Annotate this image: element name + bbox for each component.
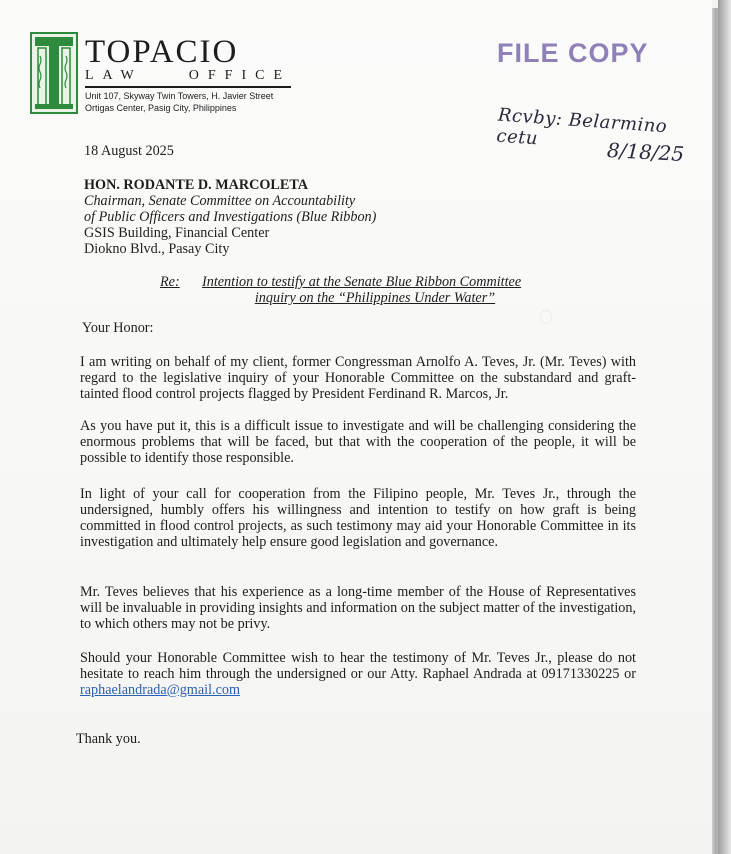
body-paragraph: As you have put it, this is a difficult issue to investigate and will be challenging considering the enormous problems that will be faced, but that with the cooperation of the people, it will be possible to identify those responsible.	[80, 418, 636, 466]
file-copy-stamp: FILE COPY	[497, 38, 649, 68]
body-paragraph: In light of your call for cooperation from the Filipino people, Mr. Teves Jr., through the undersigned, humbly offers his willingness and intention to testify on how graft is being committed in flood control projects, as such testimony may aid your Honorable Committee in its investigation and ultimately help ensure good legislation and governance.	[80, 486, 636, 550]
law-office-logo	[30, 32, 78, 114]
subject-text: inquiry on the “Philippines Under Water”	[254, 290, 496, 306]
addressee-address: Diokno Blvd., Pasay City	[84, 241, 230, 257]
firm-subtitle-word: OFFICE	[188, 68, 291, 83]
subject-line	[160, 274, 580, 306]
addressee-name: HON. RODANTE D. MARCOLETA	[84, 177, 308, 193]
received-date-note: 8/18/25	[606, 137, 685, 167]
closing-thanks: Thank you.	[76, 731, 141, 747]
closing-text: Should your Honorable Committee wish to hear the testimony of Mr. Teves Jr., please do not hesitate to reach him through the undersigned or our Atty. Raphael Andrada at 09171330225 or	[80, 650, 636, 682]
subject-label: Re:	[160, 274, 180, 290]
firm-subtitle-word: LAW	[85, 68, 143, 83]
body-paragraph: Mr. Teves believes that his experience as a long-time member of the House of Representatives will be invaluable in providing insights and information on the subject matter of the investigation, to which others may not be privy.	[80, 584, 636, 632]
firm-address-line: Unit 107, Skyway Twin Towers, H. Javier Street	[85, 91, 274, 101]
addressee-title: of Public Officers and Investigations (Blue Ribbon)	[84, 209, 377, 225]
email-link[interactable]: raphaelandrada@gmail.com	[80, 682, 240, 698]
firm-address-line: Ortigas Center, Pasig City, Philippines	[85, 103, 237, 113]
firm-subtitle	[85, 68, 291, 88]
letter-date: 18 August 2025	[84, 143, 174, 159]
addressee-address: GSIS Building, Financial Center	[84, 225, 270, 241]
addressee-title: Chairman, Senate Committee on Accountability	[84, 193, 356, 209]
addressee-block	[84, 177, 376, 257]
subject-text: Intention to testify at the Senate Blue Ribbon Committee	[202, 274, 522, 290]
received-by-note: Rcvby: Belarmino cetu	[495, 104, 668, 150]
body-paragraph: I am writing on behalf of my client, former Congressman Arnolfo A. Teves, Jr. (Mr. Teves) with regard to the legislative inquiry of your Honorable Committee on the substandard and graft-tainted flood control projects flagged by President Ferdinand R. Marcos, Jr.	[80, 354, 636, 402]
salutation: Your Honor:	[82, 320, 154, 336]
paper-smudge	[540, 310, 552, 324]
firm-name: TOPACIO	[85, 34, 239, 70]
firm-address	[85, 90, 273, 114]
closing-paragraph	[80, 650, 636, 698]
page-edge	[718, 0, 731, 854]
